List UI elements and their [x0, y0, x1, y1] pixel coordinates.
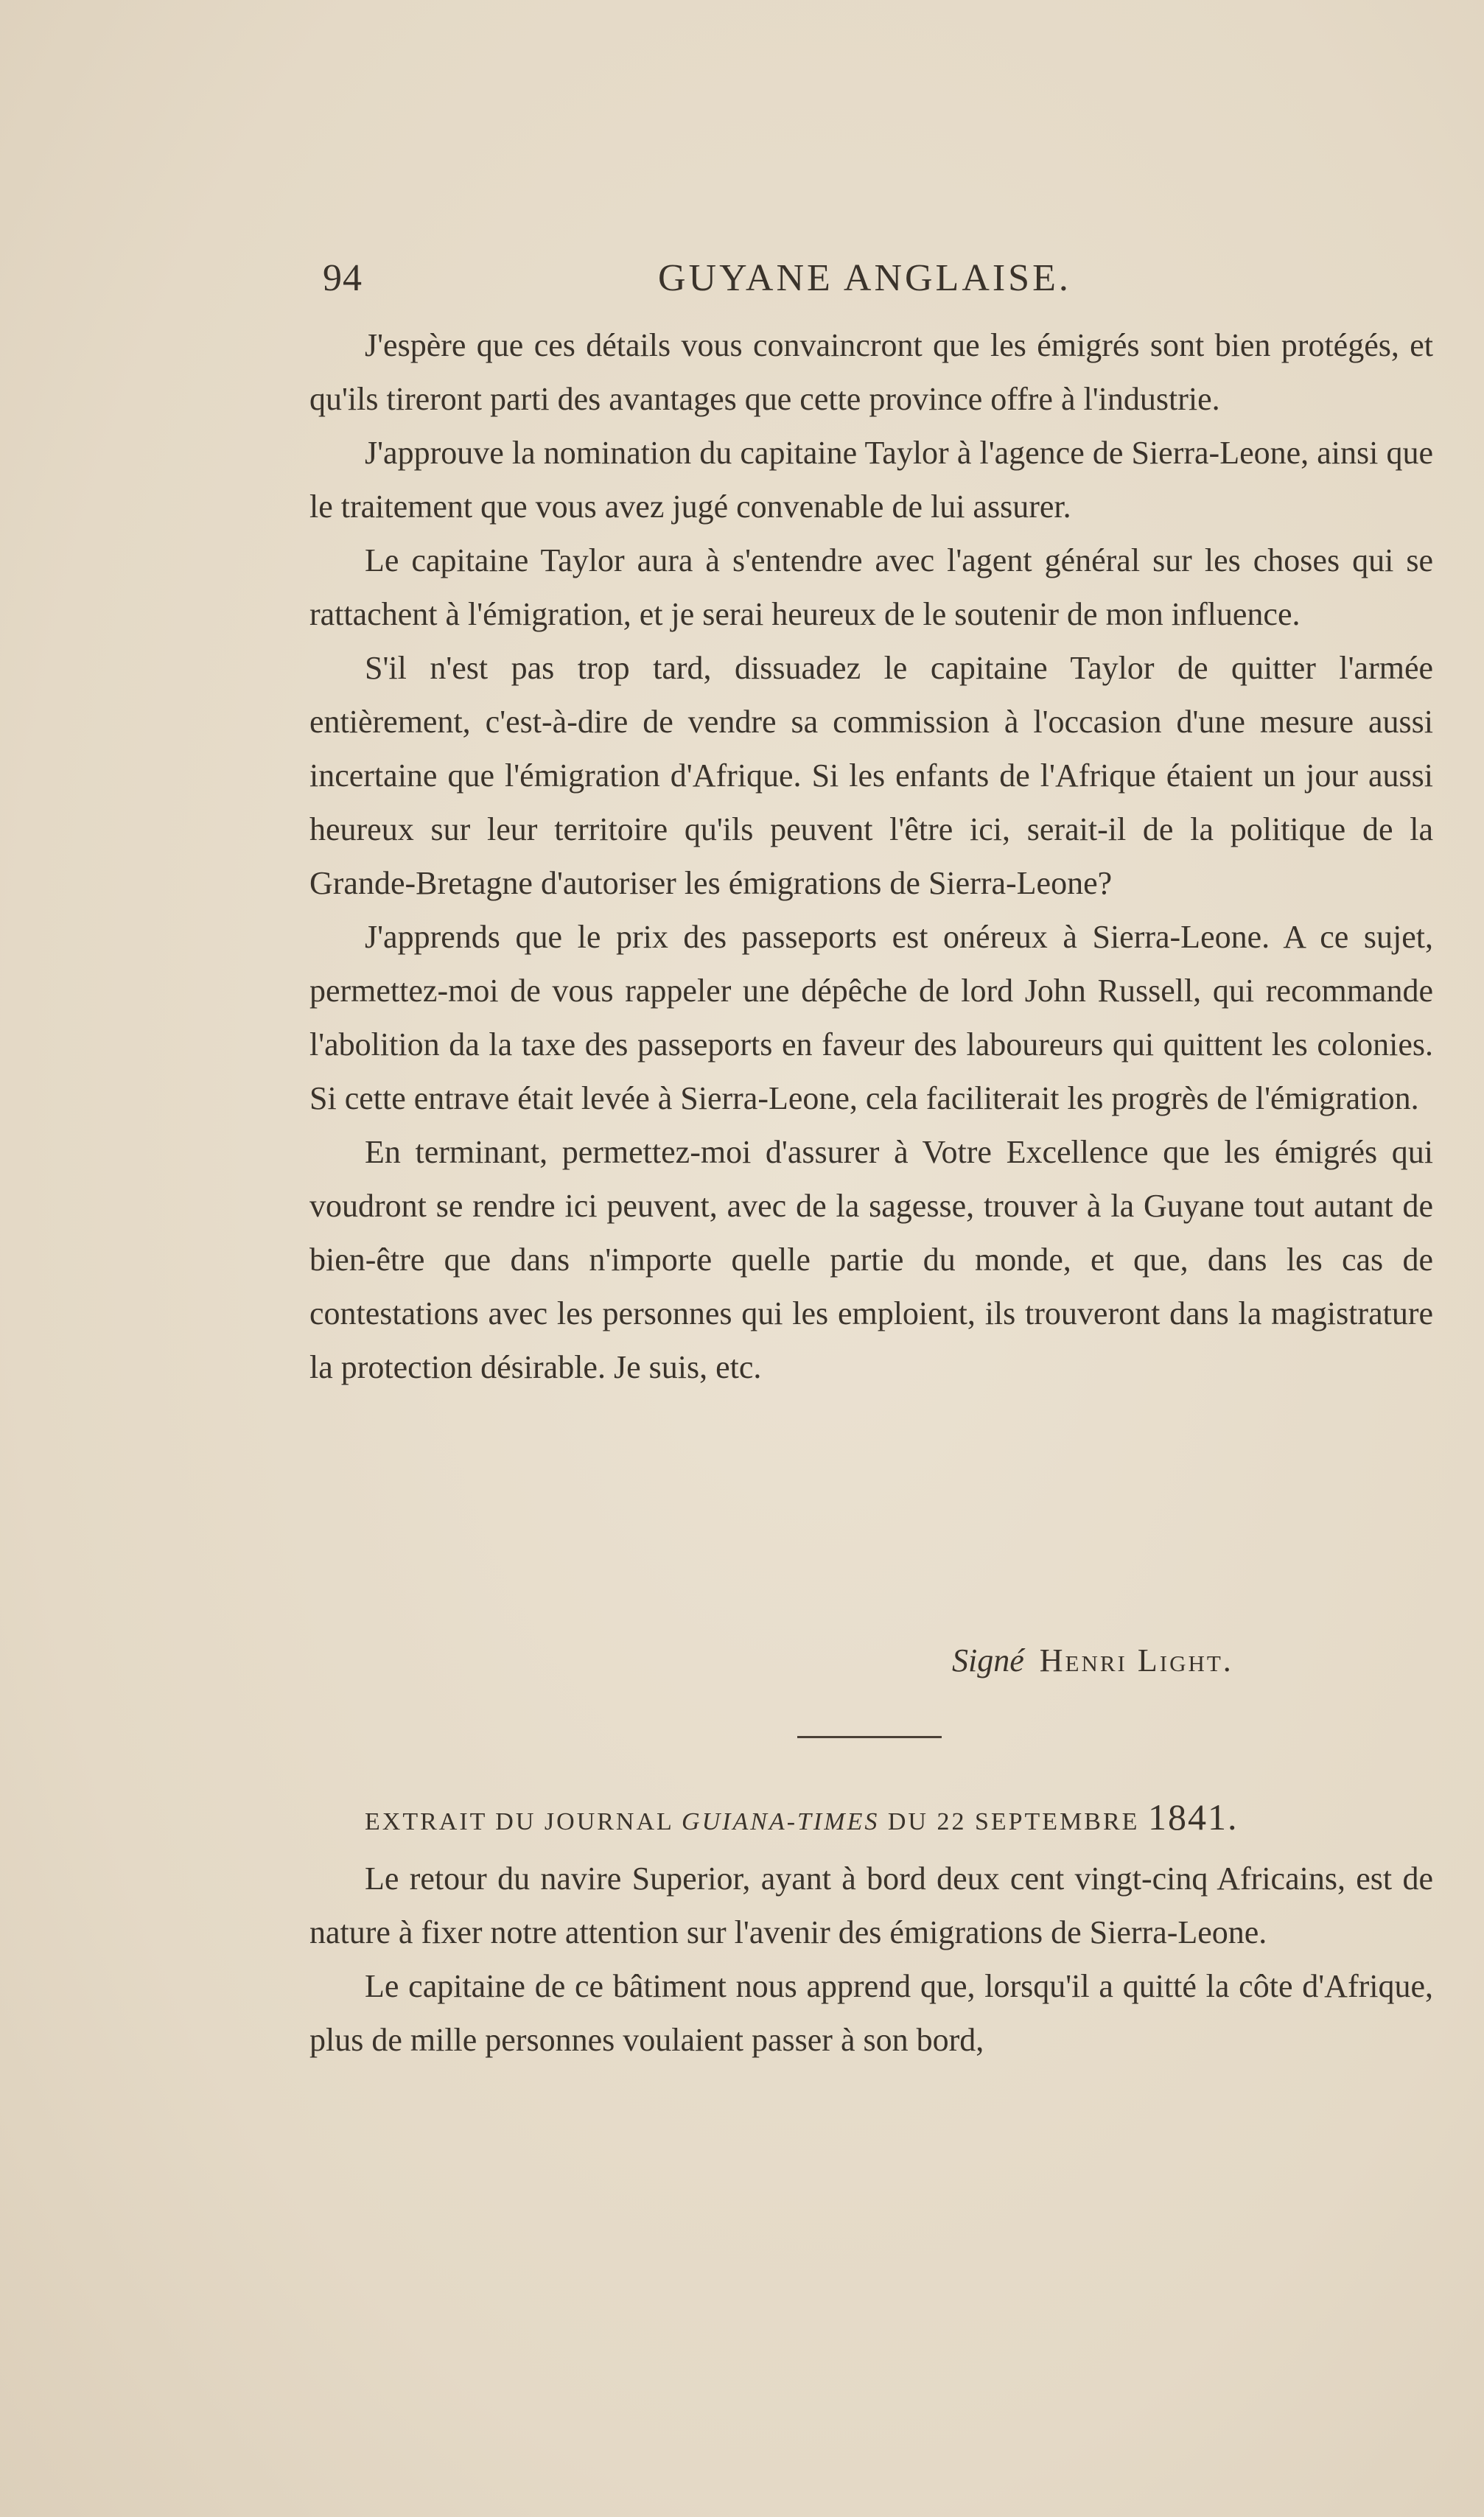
letter-paragraph: J'apprends que le prix des passeports est onéreux à Sierra-Leone. A ce sujet, permettez-moi de vous rappeler une dépêche de lord John Russell, qui recommande l'abolition da la taxe des passeports en faveur des laboureurs qui quittent les colonies. Si cette entrave était levée à Sierra-Leone, cela faciliterait les progrès de l'émigration. — [309, 919, 1433, 1116]
newspaper-name: GUIANA-TIMES — [682, 1808, 880, 1835]
letter-paragraph: J'approuve la nomination du capitaine Taylor à l'agence de Sierra-Leone, ainsi que le traitement que vous avez jugé convenable de lui assurer. — [309, 435, 1433, 525]
signature — [952, 1642, 1233, 1679]
letter-paragraph: S'il n'est pas trop tard, dissuadez le capitaine Taylor de quitter l'armée entièrement, c'est-à-dire de vendre sa commission à l'occasion d'une mesure aussi incertaine que l'émigration d'Afrique. Si les enfants de l'Afrique étaient un jour aussi heureux sur leur territoire qu'ils peuvent l'être ici, serait-il de la politique de la Grande-Bretagne d'autoriser les émigrations de Sierra-Leone? — [309, 650, 1433, 901]
signature-mark: Signé — [952, 1642, 1024, 1678]
letter-paragraph: En terminant, permettez-moi d'assurer à Votre Excellence que les émigrés qui voudront se rendre ici peuvent, avec de la sagesse, trouver à la Guyane tout autant de bien-être que dans n'importe quelle partie du monde, et que, dans les cas de contestations avec les personnes qui les emploient, ils trouveront dans la magistrature la protection désirable. Je suis, etc. — [309, 1134, 1433, 1385]
section-divider — [797, 1736, 942, 1738]
page-number: 94 — [323, 257, 363, 299]
extract-year: 1841. — [1147, 1796, 1239, 1838]
extract-paragraph: Le retour du navire Superior, ayant à bord deux cent vingt-cinq Africains, est de nature à fixer notre attention sur l'avenir des émigrations de Sierra-Leone. — [309, 1860, 1433, 1950]
letter-paragraph: Le capitaine Taylor aura à s'entendre avec l'agent général sur les choses qui se rattachent à l'émigration, et je serai heureux de le soutenir de mon influence. — [309, 542, 1433, 632]
extract-heading — [365, 1796, 1411, 1838]
extract-paragraph: Le capitaine de ce bâtiment nous apprend que, lorsqu'il a quitté la côte d'Afrique, plus de mille personnes voulaient passer à son bord, — [309, 1968, 1433, 2058]
signature-name: Henri Light. — [1039, 1642, 1233, 1678]
extract-heading-date: DU 22 SEPTEMBRE — [887, 1808, 1140, 1835]
extract-heading-prefix: EXTRAIT DU JOURNAL — [365, 1808, 673, 1835]
running-title: GUYANE ANGLAISE. — [658, 257, 1071, 299]
letter-body — [309, 318, 1433, 1394]
page-header — [323, 256, 1443, 315]
extract-body — [309, 1852, 1433, 2067]
letter-paragraph: J'espère que ces détails vous convaincront que les émigrés sont bien protégés, et qu'ils tireront parti des avantages que cette province offre à l'industrie. — [309, 327, 1433, 417]
